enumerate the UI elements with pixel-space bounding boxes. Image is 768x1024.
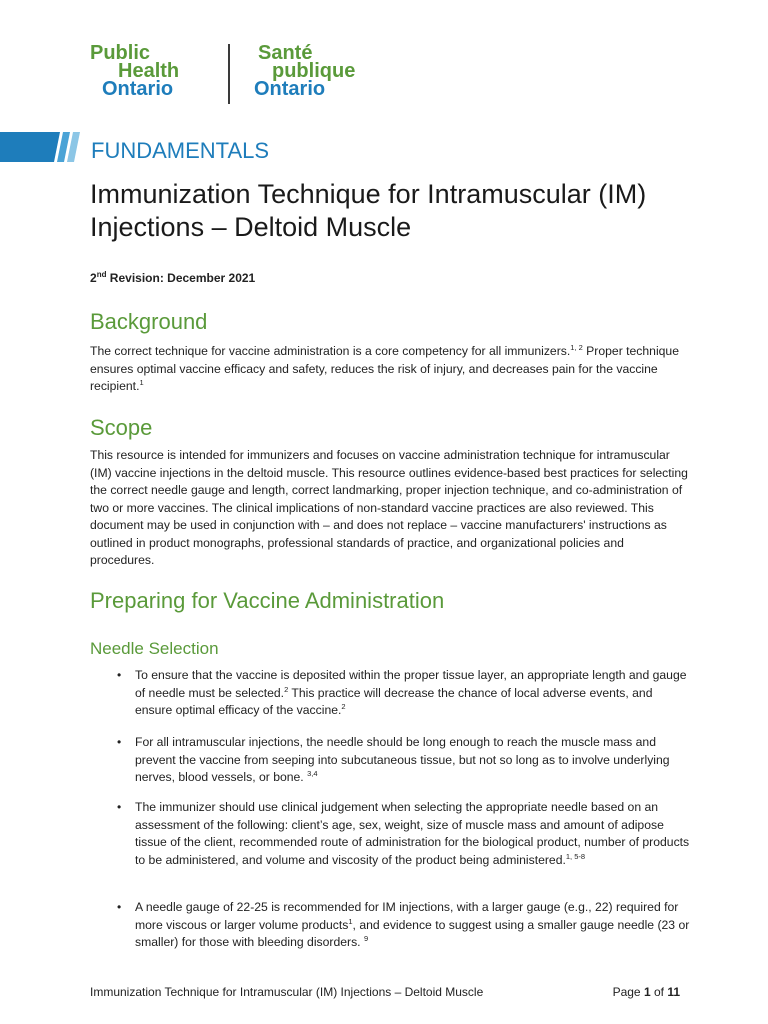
logo-en-ontario: Ontario: [102, 78, 174, 100]
page-prefix: Page: [612, 985, 644, 999]
bullet-ref: 2: [284, 684, 289, 694]
list-item: [117, 799, 692, 869]
logo-fr-publique: publique: [272, 60, 356, 82]
revision-text: Revision: December 2021: [106, 271, 256, 285]
preparing-heading: Preparing for Vaccine Administration: [90, 588, 445, 613]
logo-divider: [228, 44, 230, 104]
document-title: Immunization Technique for Intramuscular (IM) Injections – Deltoid Muscle: [90, 179, 647, 242]
logo-french: [244, 44, 355, 98]
list-item: [117, 667, 692, 720]
page-mid: of: [650, 985, 668, 999]
bullet-text: The immunizer should use clinical judgement when selecting the appropriate needle based on an assessment of the following: client’s age, sex, weight, size of muscle mass and amount of adipose tissue of the client, recommended route of administration for the biological product, number of products to be administered, and volume and viscosity of the product being administered.: [135, 800, 690, 867]
revision-line: [90, 270, 255, 285]
bullet-icon: •: [117, 800, 122, 814]
bullet-text: A needle gauge of 22-25 is recommended for IM injections, with a larger gauge (e.g., 22) required for more viscous or larger volume products: [135, 900, 679, 932]
list-item: [117, 734, 692, 787]
logo-fr-ontario: Ontario: [254, 78, 326, 100]
page-current: 1: [643, 985, 651, 999]
background-text-1: The correct technique for vaccine administration is a core competency for all immunizers.: [90, 344, 571, 358]
bullet-icon: •: [117, 668, 122, 682]
bullet-ref: 1, 5-8: [565, 851, 586, 861]
logo-en-public: Public: [90, 42, 151, 64]
revision-number: 2: [90, 271, 97, 285]
bullet-text: For all intramuscular injections, the needle should be long enough to reach the muscle mass and prevent the vaccine from seeping into subcutaneous tissue, but not so long as to involve underlying nerves, blood vessels, or bone.: [135, 735, 670, 784]
banner-stripes: [0, 132, 84, 162]
background-paragraph: [90, 343, 690, 396]
revision-suffix: nd: [96, 270, 107, 279]
pho-logo: [90, 44, 380, 106]
logo-english: [90, 44, 179, 98]
fundamentals-label: FUNDAMENTALS: [91, 138, 270, 163]
logo-fr-sante: Santé: [258, 42, 313, 64]
bullet-text: , and evidence to suggest using a smaller gauge needle (23 or smaller) for those with bleeding disorders.: [135, 917, 690, 949]
needle-selection-heading: Needle Selection: [90, 639, 219, 658]
page-total: 11: [667, 985, 680, 999]
scope-paragraph: This resource is intended for immunizers and focuses on vaccine administration technique for intramuscular (IM) vaccine injections in the deltoid muscle. This resource outlines evidence-based best practices for selecting the correct needle gauge and length, correct landmarking, proper injection technique, and co-administration of two or more vaccines. The clinical implications of non-standard vaccine practices are also reviewed. This document may be used in conjunction with – and does not replace – vaccine manufacturers' instructions as outlined in product monographs, professional standards of practice, and organizational policies and procedures.: [90, 448, 688, 567]
logo-en-health: Health: [118, 60, 180, 82]
scope-heading: Scope: [90, 415, 153, 440]
bullet-ref: 3,4: [307, 768, 318, 778]
background-heading: Background: [90, 309, 208, 334]
footer-title: Immunization Technique for Intramuscular (IM) Injections – Deltoid Muscle: [90, 985, 484, 999]
page-footer: [90, 985, 680, 999]
page-number: [613, 985, 680, 999]
bullet-ref: 9: [363, 933, 369, 943]
list-item: [117, 899, 692, 952]
bullet-ref: 1: [348, 916, 353, 926]
background-ref-2: 1: [139, 377, 144, 387]
background-text-2: Proper technique ensures optimal vaccine efficacy and safety, reduces the risk of injury, and decreases pain for the vaccine recipient.: [90, 344, 679, 393]
bullet-ref: 2: [341, 701, 346, 711]
bullet-text: To ensure that the vaccine is deposited within the proper tissue layer, an appropriate length and gauge of needle must be selected.: [135, 668, 687, 700]
bullet-text: This practice will decrease the chance of local adverse events, and ensure optimal efficacy of the vaccine.: [135, 685, 653, 717]
bullet-icon: •: [117, 900, 122, 914]
background-ref-1: 1, 2: [570, 342, 583, 352]
bullet-icon: •: [117, 735, 122, 749]
